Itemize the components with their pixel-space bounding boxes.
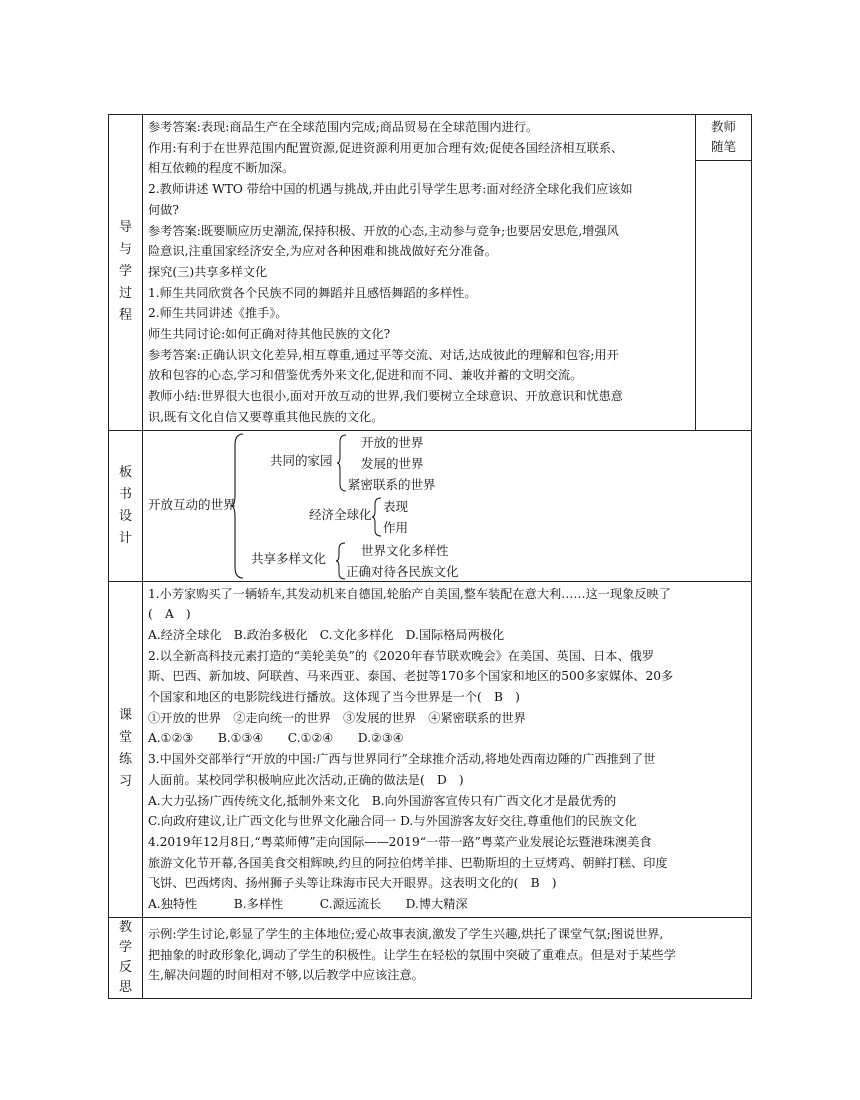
text-line: 3.中国外交部举行“开放的中国:广西与世界同行”全球推介活动,将地处西南边陲的广西推到了世: [148, 752, 656, 767]
text-line: A.经济全球化 B.政治多极化 C.文化多样化 D.国际格局两极化: [148, 627, 505, 642]
text-line: ①开放的世界 ②走向统一的世界 ③发展的世界 ④紧密联系的世界: [148, 710, 526, 725]
process-row: [109, 115, 752, 161]
teacher-notes-cell: [696, 161, 752, 430]
board-econ: 经济全球化: [309, 506, 372, 522]
text-line: 参考答案:表现:商品生产在全球范围内完成;商品贸易在全球范围内进行。: [148, 120, 539, 134]
text-line: 教师小结:世界很大也很小,面对开放互动的世界,我们要树立全球意识、开放意识和忧患意: [148, 389, 623, 404]
text-line: A.①②③ B.①③④ C.①②④ D.②③④: [148, 731, 404, 746]
text-line: 何做?: [148, 202, 179, 217]
text-line: C.向政府建议,让广西文化与世界文化融合同一 D.与外国游客友好交往,尊重他们的民族文化: [148, 814, 637, 829]
text-line: 2.师生共同讲述《推手》。: [148, 306, 288, 321]
text-line: 飞饼、巴西烤肉、扬州狮子头等让珠海市民大开眼界。这表明文化的( B ): [148, 876, 557, 891]
text-line: 2.以全新高科技元素打造的“美轮美奂”的《2020年春节联欢晚会》在美国、英国、日本、俄罗: [148, 648, 655, 663]
text-line: 1.师生共同欣赏各个民族不同的舞蹈并且感悟舞蹈的多样性。: [148, 285, 477, 300]
home-brace: [337, 434, 347, 492]
text-line: A.大力弘扬广西传统文化,抵制外来文化 B.向外国游客宣传只有广西文化才是最优秀的: [148, 793, 617, 808]
board-content: 开放互动的世界 共同的家园 开放的世界 发展的世界 紧密联系的世界 经济全球化 表现 作用 共享多样文化 世界文化多样性 正确对待各民族文化: [143, 430, 752, 581]
text-line: 识,既有文化自信又要尊重其他民族的文化。: [148, 409, 384, 424]
text-line: ( A ): [148, 607, 191, 622]
practice-content: [143, 581, 752, 917]
board-row: [109, 430, 752, 581]
text-line: 师生共同讨论:如何正确对待其他民族的文化?: [148, 327, 391, 342]
board-label: 板 书 设 计: [109, 430, 143, 581]
text-line: 放和包容的心态,学习和借鉴优秀外来文化,促进和而不同、兼收并蓄的文明交流。: [148, 368, 583, 383]
text-line: 参考答案:正确认识文化差异,相互尊重,通过平等交流、对话,达成彼此的理解和包容;用开: [148, 347, 619, 362]
text-line: 个国家和地区的电影院线进行播放。这体现了当今世界是一个( B ): [148, 690, 520, 705]
process-label: 导 与 学 过 程: [109, 115, 143, 431]
reflection-row: [109, 917, 752, 998]
process-content: [143, 115, 696, 431]
board-root: 开放互动的世界: [148, 496, 236, 512]
teacher-notes-label: 教师 随笔: [696, 115, 752, 161]
board-culture: 共享多样文化: [251, 550, 327, 566]
text-line: 人面前。某校同学积极响应此次活动,正确的做法是( D ): [148, 772, 464, 787]
text-line: 把抽象的时政形象化,调动了学生的积极性。让学生在轻松的氛围中突破了重难点。但是对于某些学: [148, 947, 676, 962]
text-line: A.独特性 B.多样性 C.源远流长 D.博大精深: [148, 897, 468, 912]
lesson-plan-table: [108, 114, 752, 999]
text-line: 2.教师讲述 WTO 带给中国的机遇与挑战,并由此引导学生思考:面对经济全球化我们应该如: [148, 182, 633, 197]
root-brace: [231, 433, 245, 579]
text-line: 示例:学生讨论,彰显了学生的主体地位;爱心故事表演,激发了学生兴趣,烘托了课堂气氛;图说世界,: [148, 926, 664, 941]
text-line: 探究(三)共享多样文化: [148, 264, 268, 279]
text-line: 相互依赖的程度不断加深。: [148, 161, 295, 176]
board-home: 共同的家园: [270, 452, 333, 468]
culture-brace: [336, 542, 346, 580]
econ-brace: [372, 497, 382, 537]
reflection-content: [143, 917, 752, 998]
text-line: 作用:有利于在世界范围内配置资源,促进资源利用更加合理有效;促使各国经济相互联系、: [148, 140, 624, 155]
practice-row: [109, 581, 752, 917]
text-line: 生,解决问题的时间相对不够,以后教学中应该注意。: [148, 968, 424, 983]
text-line: 斯、巴西、新加坡、阿联酋、马来西亚、泰国、老挝等170多个国家和地区的500多家媒体、20多: [148, 669, 674, 684]
reflection-label: 教 学 反 思: [109, 917, 143, 998]
practice-label: 课 堂 练 习: [109, 581, 143, 917]
text-line: 4.2019年12月8日,“粤菜师傅”走向国际——2019“一带一路”粤菜产业发展论坛暨港珠澳美食: [148, 834, 652, 849]
text-line: 参考答案:既要顺应历史潮流,保持积极、开放的心态,主动参与竞争;也要居安思危,增强风: [148, 223, 619, 238]
text-line: 险意识,注重国家经济安全,为应对各种困难和挑战做好充分准备。: [148, 244, 497, 259]
text-line: 旅游文化节开幕,各国美食交相辉映,约旦的阿拉伯烤羊排、巴勒斯坦的土豆烤鸡、朝鲜打糕、印度: [148, 855, 668, 870]
text-line: 1.小芳家购买了一辆轿车,其发动机来自德国,轮胎产自美国,整车装配在意大利……这一现象反映了: [148, 586, 671, 601]
